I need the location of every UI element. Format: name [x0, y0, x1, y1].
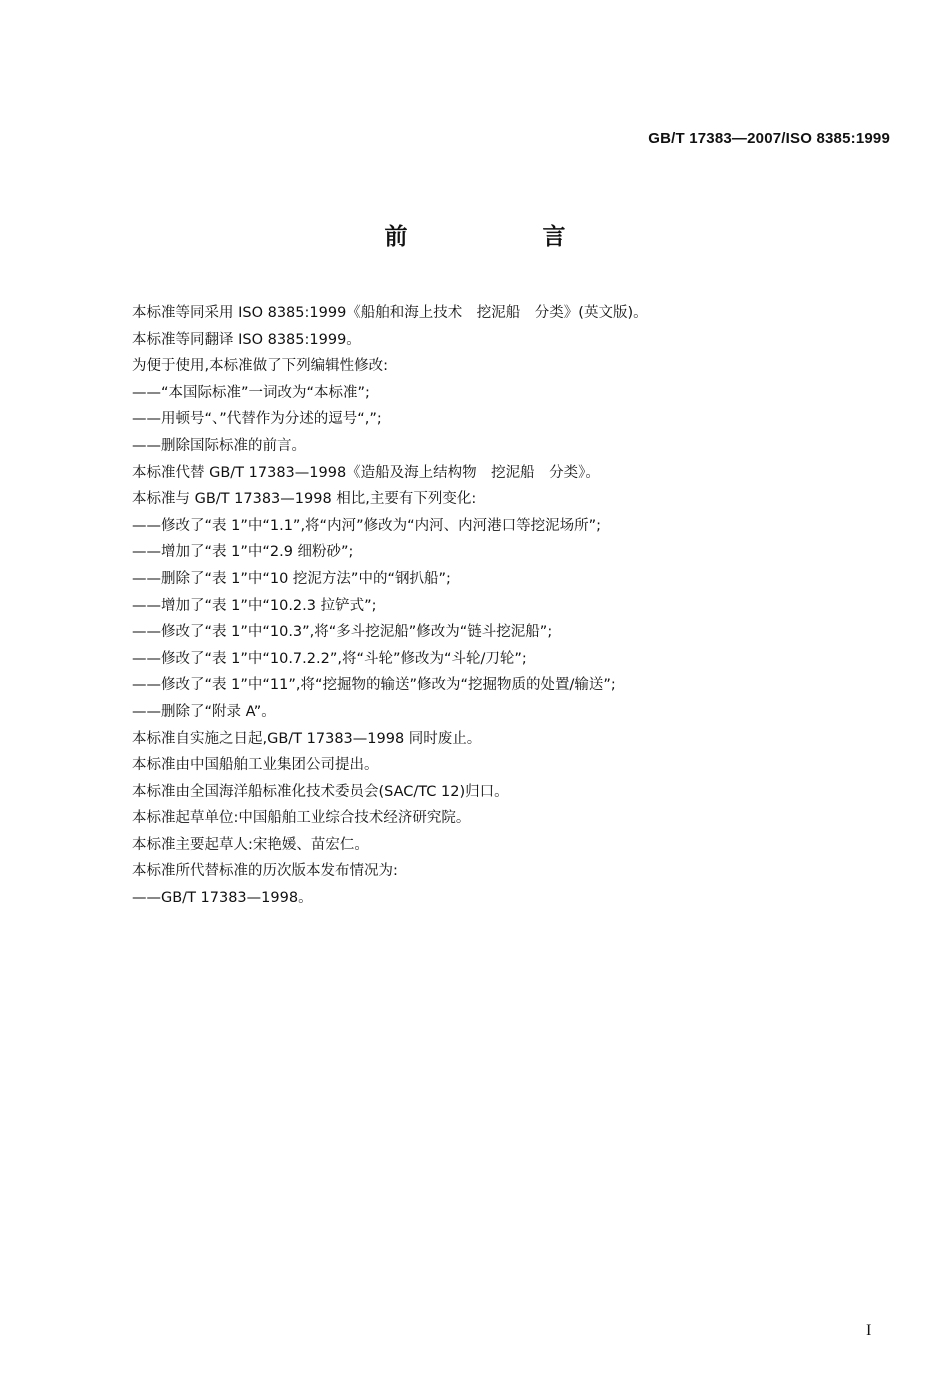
foreword-line: 本标准自实施之日起,GB/T 17383—1998 同时废止。	[132, 730, 482, 747]
foreword-line: 本标准起草单位:中国船舶工业综合技术经济研究院。	[132, 810, 471, 827]
page-title: 前 言	[384, 224, 622, 250]
foreword-line: ——增加了“表 1”中“2.9 细粉砂”;	[132, 544, 354, 561]
foreword-line: ——增加了“表 1”中“10.2.3 拉铲式”;	[132, 597, 377, 614]
foreword-line: 本标准由全国海洋船标准化技术委员会(SAC/TC 12)归口。	[132, 783, 509, 800]
foreword-line: 本标准主要起草人:宋艳媛、苗宏仁。	[132, 836, 369, 853]
foreword-line: 本标准由中国船舶工业集团公司提出。	[132, 757, 379, 774]
foreword-line: ——用顿号“、”代替作为分述的逗号“,”;	[132, 411, 382, 428]
foreword-body	[132, 300, 892, 912]
foreword-line: 本标准代替 GB/T 17383—1998《造船及海上结构物 挖泥船 分类》。	[132, 464, 600, 481]
foreword-line: ——“本国际标准”一词改为“本标准”;	[132, 384, 370, 401]
foreword-line: 本标准与 GB/T 17383—1998 相比,主要有下列变化:	[132, 491, 477, 508]
foreword-line: ——删除国际标准的前言。	[132, 437, 306, 454]
foreword-line: ——删除了“表 1”中“10 挖泥方法”中的“钢扒船”;	[132, 570, 451, 587]
foreword-line: 本标准所代替标准的历次版本发布情况为:	[132, 863, 398, 880]
standard-code-header: GB/T 17383—2007/ISO 8385:1999	[648, 130, 890, 147]
foreword-line: 为便于使用,本标准做了下列编辑性修改:	[132, 358, 388, 375]
foreword-line: 本标准等同翻译 ISO 8385:1999。	[132, 331, 361, 348]
page-number: I	[866, 1322, 872, 1339]
foreword-line: ——修改了“表 1”中“1.1”,将“内河”修改为“内河、内河港口等挖泥场所”;	[132, 517, 601, 534]
foreword-line: ——修改了“表 1”中“10.7.2.2”,将“斗轮”修改为“斗轮/刀轮”;	[132, 650, 527, 667]
foreword-line: 本标准等同采用 ISO 8385:1999《船舶和海上技术 挖泥船 分类》(英文版)。	[132, 305, 648, 321]
foreword-line: ——修改了“表 1”中“11”,将“挖掘物的输送”修改为“挖掘物质的处置/输送”;	[132, 677, 616, 694]
foreword-line: ——删除了“附录 A”。	[132, 703, 276, 720]
foreword-line: ——修改了“表 1”中“10.3”,将“多斗挖泥船”修改为“链斗挖泥船”;	[132, 624, 553, 641]
foreword-line: ——GB/T 17383—1998。	[132, 890, 313, 907]
